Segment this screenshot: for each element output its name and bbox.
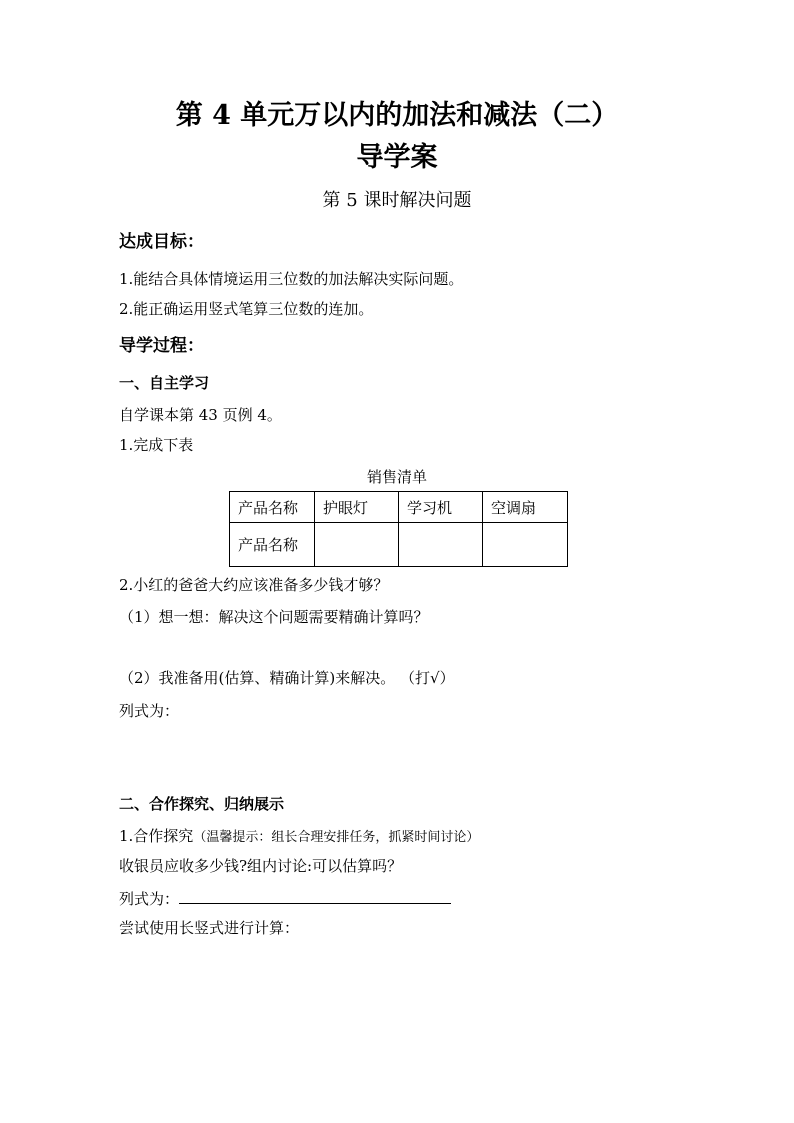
answer-blank-line[interactable] xyxy=(179,887,451,904)
section1-intro: 自学课本第 43 页例 4。 xyxy=(119,406,282,424)
table-row xyxy=(230,492,568,523)
section2-formula-label: 列式为： xyxy=(119,890,180,908)
process-heading: 导学过程： xyxy=(119,336,204,356)
goal-item-1: 1.能结合具体情境运用三位数的加法解决实际问题。 xyxy=(119,270,464,288)
section2-vertical-label: 尝试使用长竖式进行计算： xyxy=(119,919,300,937)
section2-task1-note: （温馨提示：组长合理安排任务，抓紧时间讨论） xyxy=(193,830,480,845)
table-caption: 销售清单 xyxy=(366,468,427,486)
table-cell: 学习机 xyxy=(399,492,483,523)
section1-question-2: （2）我准备用(估算、精确计算)来解决。 （打√） xyxy=(119,669,455,687)
goals-heading: 达成目标： xyxy=(119,232,204,252)
section1-question-1: （1）想一想：解决这个问题需要精确计算吗？ xyxy=(119,608,429,626)
section1-heading: 一、自主学习 xyxy=(119,374,210,392)
section2-question: 收银员应收多少钱?组内讨论:可以估算吗？ xyxy=(119,857,403,875)
section2-task1 xyxy=(119,825,479,849)
table-cell-blank[interactable] xyxy=(315,523,399,567)
table-row xyxy=(230,523,568,567)
section2-heading: 二、合作探究、归纳展示 xyxy=(119,795,285,813)
sales-table xyxy=(229,491,568,567)
table-cell: 空调扇 xyxy=(483,492,568,523)
table-cell: 产品名称 xyxy=(230,523,315,567)
lesson-subtitle: 第 5 课时解决问题 xyxy=(322,190,472,211)
document-title: 第 4 单元万以内的加法和减法（二） xyxy=(175,100,619,131)
section2-task1-label: 1.合作探究 xyxy=(119,827,194,845)
table-cell-blank[interactable] xyxy=(399,523,483,567)
table-cell-blank[interactable] xyxy=(483,523,568,567)
document-subtitle-title: 导学案 xyxy=(356,142,438,173)
section1-formula-label: 列式为： xyxy=(119,702,180,720)
table-cell: 护眼灯 xyxy=(315,492,399,523)
table-cell: 产品名称 xyxy=(230,492,315,523)
section2-formula xyxy=(119,887,451,910)
section1-task1: 1.完成下表 xyxy=(119,436,194,454)
goal-item-2: 2.能正确运用竖式笔算三位数的连加。 xyxy=(119,300,374,318)
section1-task2: 2.小红的爸爸大约应该准备多少钱才够？ xyxy=(119,576,389,594)
